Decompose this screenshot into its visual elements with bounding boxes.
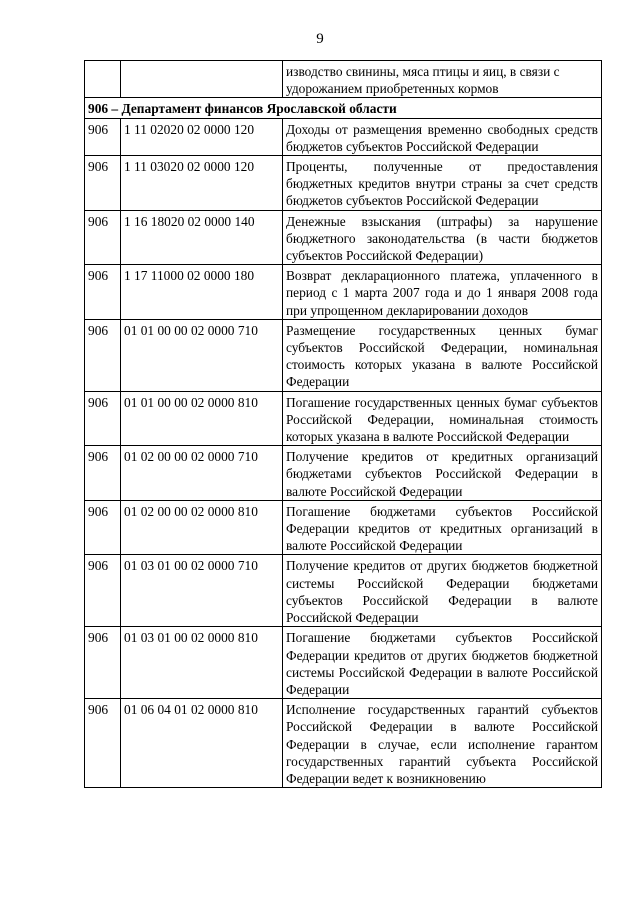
table-row [85, 446, 602, 501]
admin-code-cell: 906 [85, 391, 121, 446]
description-cell: Погашение государственных ценных бумаг субъектов Российской Федерации, номинальная стоимость которых указана в валюте Российской Федерации [283, 391, 602, 446]
description-cell: Возврат декларационного платежа, уплаченного в период с 1 марта 2007 года и до 1 января 2008 года при упрощенном декларировании доходов [283, 265, 602, 320]
admin-code-cell: 906 [85, 500, 121, 555]
table-row [85, 156, 602, 211]
admin-code-cell: 906 [85, 699, 121, 788]
admin-code-cell: 906 [85, 555, 121, 627]
table-row [85, 210, 602, 265]
page-number: 9 [316, 31, 324, 47]
admin-code-cell: 906 [85, 156, 121, 211]
continuation-row [85, 61, 602, 98]
budget-code-cell [121, 61, 283, 98]
budget-code-cell: 01 06 04 01 02 0000 810 [121, 699, 283, 788]
description-cell: Доходы от размещения временно свободных средств бюджетов субъектов Российской Федерации [283, 118, 602, 155]
table-row [85, 500, 602, 555]
admin-code-cell: 906 [85, 627, 121, 699]
budget-code-cell: 01 03 01 00 02 0000 810 [121, 627, 283, 699]
admin-code-cell: 906 [85, 118, 121, 155]
description-cell [283, 61, 602, 98]
admin-code-cell: 906 [85, 265, 121, 320]
admin-code-cell: 906 [85, 446, 121, 501]
section-header: 906 – Департамент финансов Ярославской области [85, 98, 602, 118]
budget-code-cell: 1 11 02020 02 0000 120 [121, 118, 283, 155]
description-cell: Проценты, полученные от предоставления бюджетных кредитов внутри страны за счет средств бюджетов субъектов Российской Федерации [283, 156, 602, 211]
budget-code-cell: 01 02 00 00 02 0000 810 [121, 500, 283, 555]
admin-code-cell: 906 [85, 210, 121, 265]
table-row [85, 627, 602, 699]
budget-code-cell: 1 16 18020 02 0000 140 [121, 210, 283, 265]
budget-code-cell: 1 11 03020 02 0000 120 [121, 156, 283, 211]
budget-code-cell: 01 03 01 00 02 0000 710 [121, 555, 283, 627]
description-cell: Исполнение государственных гарантий субъектов Российской Федерации в валюте Российской Федерации в случае, если исполнение гарантом государственных гарантий субъекта Российской Федерации ведет к возникновению [283, 699, 602, 788]
admin-code-cell [85, 61, 121, 98]
description-cell: Погашение бюджетами субъектов Российской Федерации кредитов от других бюджетов бюджетной системы Российской Федерации в валюте Российской Федерации [283, 627, 602, 699]
description-cell: Размещение государственных ценных бумаг субъектов Российской Федерации, номинальная стоимость которых указана в валюте Российской Федерации [283, 319, 602, 391]
description-line: удорожанием приобретенных кормов [286, 81, 499, 97]
description-cell: Получение кредитов от кредитных организаций бюджетами субъектов Российской Федерации в валюте Российской Федерации [283, 446, 602, 501]
budget-code-cell: 01 02 00 00 02 0000 710 [121, 446, 283, 501]
section-header-row [85, 98, 602, 118]
table-row [85, 555, 602, 627]
description-cell: Получение кредитов от других бюджетов бюджетной системы Российской Федерации бюджетами субъектов Российской Федерации в валюте Российской Федерации [283, 555, 602, 627]
table-row [85, 265, 602, 320]
description-line: изводство свинины, мяса птицы и яиц, в связи с [286, 64, 560, 79]
admin-code-cell: 906 [85, 319, 121, 391]
budget-code-cell: 01 01 00 00 02 0000 710 [121, 319, 283, 391]
table-row [85, 391, 602, 446]
description-cell: Погашение бюджетами субъектов Российской Федерации кредитов от кредитных организаций в валюте Российской Федерации [283, 500, 602, 555]
table-row [85, 319, 602, 391]
description-cell: Денежные взыскания (штрафы) за нарушение бюджетного законодательства (в части бюджетов субъектов Российской Федерации) [283, 210, 602, 265]
table-row [85, 699, 602, 788]
budget-codes-table [84, 60, 602, 788]
table-row [85, 118, 602, 155]
budget-code-cell: 1 17 11000 02 0000 180 [121, 265, 283, 320]
budget-code-cell: 01 01 00 00 02 0000 810 [121, 391, 283, 446]
